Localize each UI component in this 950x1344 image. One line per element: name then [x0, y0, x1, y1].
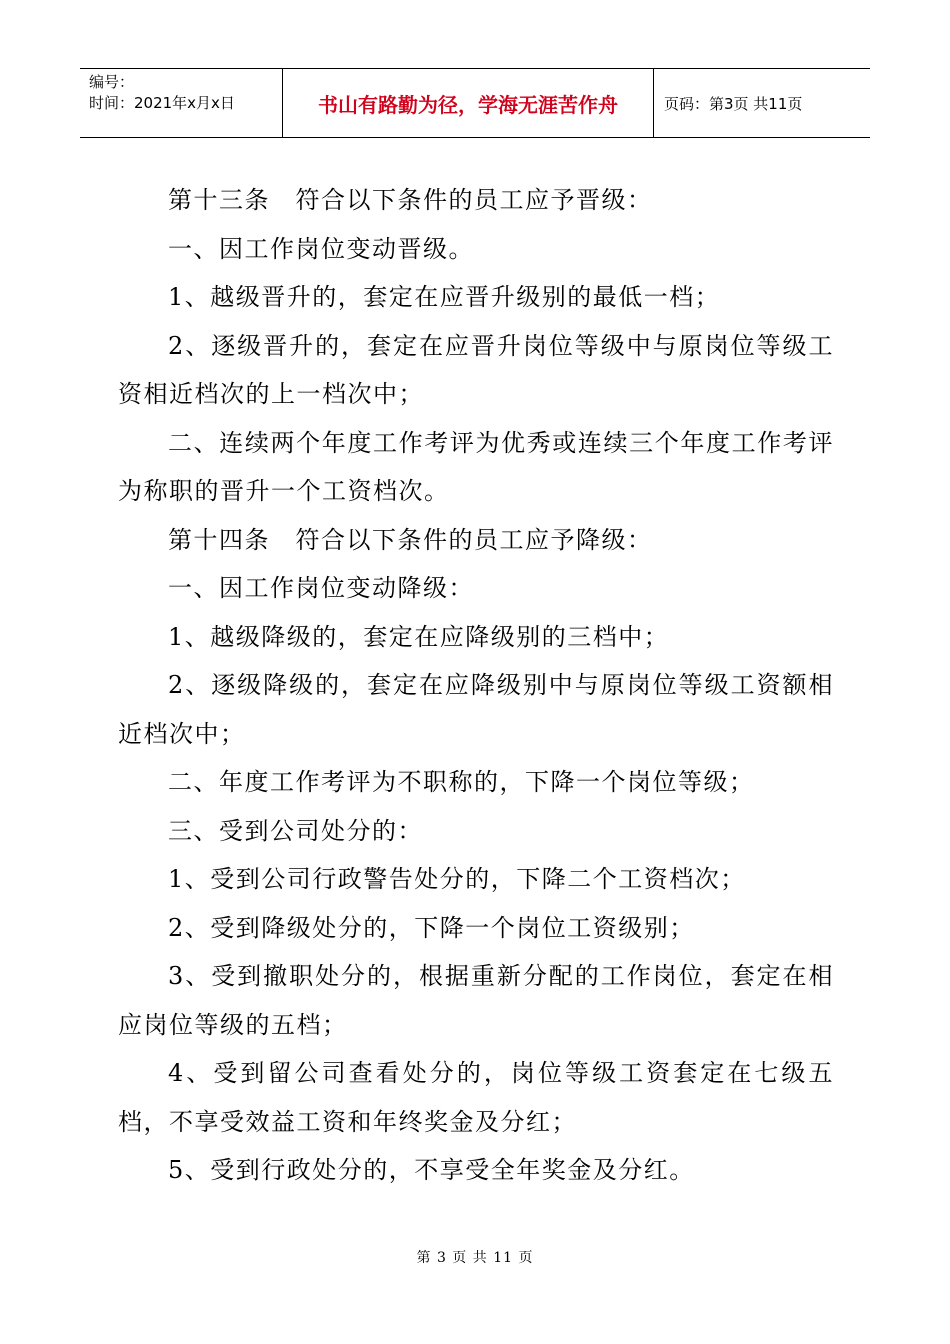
- document-header: [80, 68, 870, 138]
- page-footer: 第 3 页 共 11 页: [416, 1250, 534, 1266]
- paragraph: 一、因工作岗位变动降级：: [168, 574, 474, 602]
- time-label: 时间：2021年x月x日: [89, 94, 235, 112]
- paragraph: 3、受到撤职处分的，根据重新分配的工作岗位，套定在相应岗位等级的五档；: [118, 962, 834, 1039]
- document-body: [118, 176, 834, 1195]
- paragraph: 4、受到留公司查看处分的，岗位等级工资套定在七级五档，不享受效益工资和年终奖金及分红；: [118, 1059, 834, 1136]
- paragraph: 第十三条 符合以下条件的员工应予晋级：: [168, 186, 653, 214]
- paragraph: 二、连续两个年度工作考评为优秀或连续三个年度工作考评为称职的晋升一个工资档次。: [118, 428, 834, 505]
- paragraph: 2、受到降级处分的，下降一个岗位工资级别；: [168, 913, 695, 942]
- paragraph: 5、受到行政处分的，不享受全年奖金及分红。: [168, 1156, 695, 1184]
- paragraph: 1、越级晋升的，套定在应晋升级别的最低一档；: [168, 283, 721, 311]
- paragraph: 一、因工作岗位变动晋级。: [168, 234, 474, 263]
- paragraph: 1、受到公司行政警告处分的，下降二个工资档次；: [168, 865, 746, 893]
- paragraph: 2、逐级晋升的，套定在应晋升岗位等级中与原岗位等级工资相近档次的上一档次中；: [118, 331, 834, 408]
- paragraph: 1、越级降级的，套定在应降级别的三档中；: [168, 622, 670, 651]
- number-label: 编号：: [89, 73, 135, 91]
- paragraph: 2、逐级降级的，套定在应降级别中与原岗位等级工资额相近档次中；: [118, 671, 834, 748]
- header-page-info: 页码：第3页 共11页: [664, 94, 803, 113]
- paragraph: 三、受到公司处分的：: [168, 816, 423, 845]
- header-motto: 书山有路勤为径，学海无涯苦作舟: [282, 69, 654, 137]
- paragraph: 二、年度工作考评为不职称的，下降一个岗位等级；: [168, 768, 755, 796]
- paragraph: 第十四条 符合以下条件的员工应予降级：: [168, 525, 653, 554]
- header-meta: [80, 69, 282, 137]
